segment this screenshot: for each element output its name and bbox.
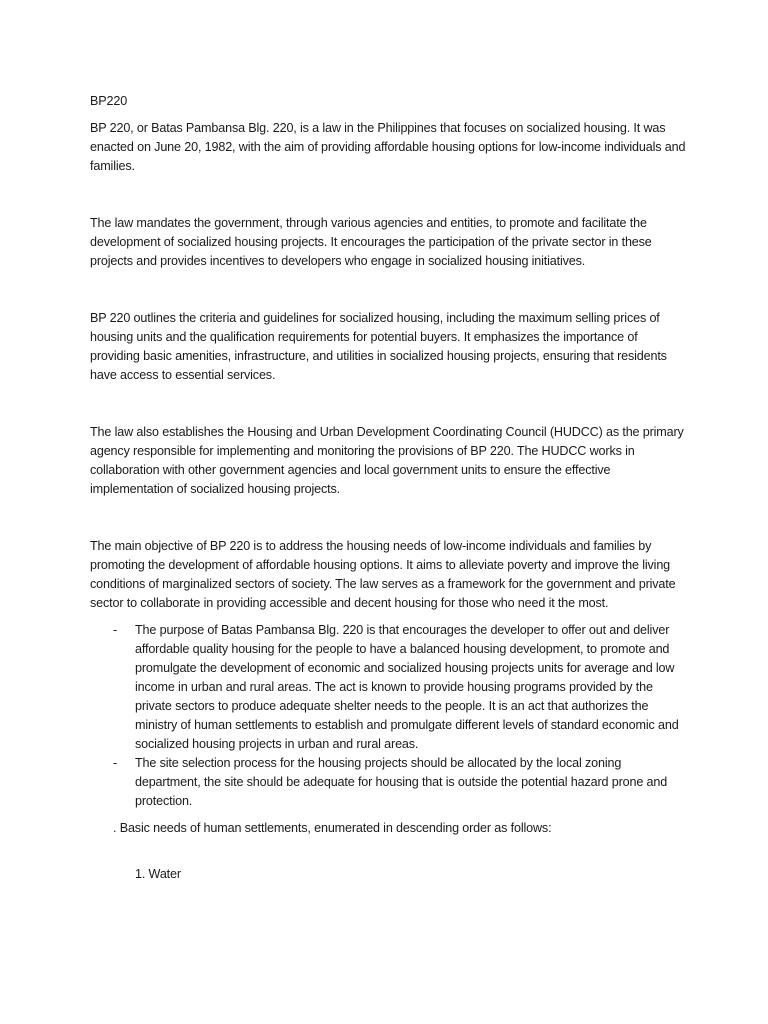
bullet-text-purpose: The purpose of Batas Pambansa Blg. 220 is that encourages the developer to offer out and deliver affordable quality housing for the people to have a balanced housing development, to promote and promulgate the development of economic and socialized housing projects units for average and low income in urban and rural areas. The act is known to provide housing programs provided by the private sectors to produce adequate shelter needs to the people. It is an act that authorizes the ministry of human settlements to establish and promulgate different levels of standard economic and socialized housing projects in urban and rural areas. xyxy=(135,623,679,751)
document-body xyxy=(90,92,686,884)
paragraph-spacer xyxy=(90,176,686,214)
paragraph-spacer xyxy=(90,271,686,309)
list-item xyxy=(90,754,686,811)
paragraph-hudcc: The law also establishes the Housing and Urban Development Coordinating Council (HUDCC) as the primary agency responsible for implementing and monitoring the provisions of BP 220. The HUDCC works in collaboration with other government agencies and local government units to ensure the effective implementation of socialized housing projects. xyxy=(90,425,684,496)
numbered-item-water: 1. Water xyxy=(135,867,181,881)
paragraph-objective: The main objective of BP 220 is to address the housing needs of low-income individuals and families by promoting the development of affordable housing options. It aims to alleviate poverty and improve the living conditions of marginalized sectors of society. The law serves as a framework for the government and private sector to collaborate in providing accessible and decent housing for those who need it the most. xyxy=(90,539,676,610)
list-item xyxy=(90,621,686,754)
document-title: BP220 xyxy=(90,94,128,108)
bullet-marker: - xyxy=(113,623,118,637)
paragraph-criteria: BP 220 outlines the criteria and guidelines for socialized housing, including the maximum selling prices of housing units and the qualification requirements for potential buyers. It emphasizes the importance of providing basic amenities, infrastructure, and utilities in socialized housing projects, ensuring that residents have access to essential services. xyxy=(90,311,667,382)
paragraph-mandate: The law mandates the government, through various agencies and entities, to promote and facilitate the development of socialized housing projects. It encourages the participation of the private sector in these projects and provides incentives to developers who engage in socialized housing initiatives. xyxy=(90,216,652,268)
paragraph-intro: BP 220, or Batas Pambansa Blg. 220, is a law in the Philippines that focuses on socialized housing. It was enacted on June 20, 1982, with the aim of providing affordable housing options for low-income individuals and families. xyxy=(90,121,686,173)
bullet-text-site-selection: The site selection process for the housing projects should be allocated by the local zoning department, the site should be adequate for housing that is outside the potential hazard prone and protection. xyxy=(135,756,668,808)
basic-needs-intro: . Basic needs of human settlements, enumerated in descending order as follows: xyxy=(113,821,552,835)
paragraph-spacer xyxy=(90,499,686,537)
bullet-list xyxy=(90,621,686,811)
bullet-marker: - xyxy=(113,756,118,770)
paragraph-spacer xyxy=(90,385,686,423)
